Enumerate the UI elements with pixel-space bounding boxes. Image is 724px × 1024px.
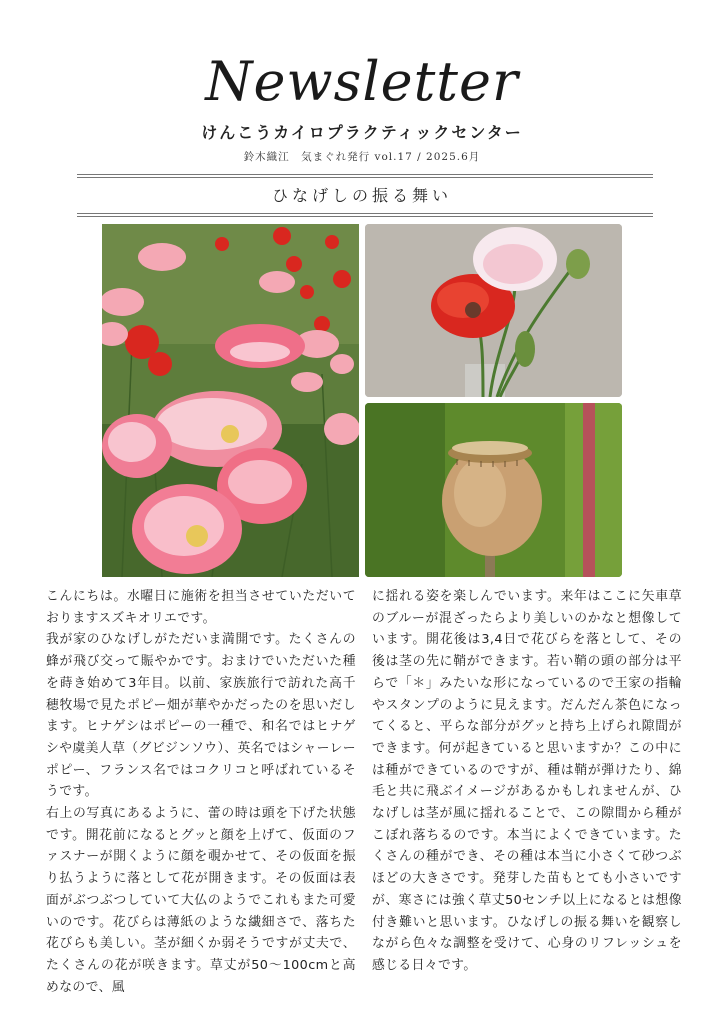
seed-pod-photo [365, 403, 622, 577]
article-right-column [372, 586, 682, 977]
poppy-field-photo [102, 224, 359, 577]
center-name: けんこうカイロプラクティックセンター [201, 123, 523, 142]
newsletter-title: Newsletter [205, 50, 519, 113]
paragraph-greeting: こんにちは。水曜日に施術を担当させていただいておりますスズキオリエです。 [46, 589, 356, 626]
paragraph-bud: 右上の写真にあるように、蕾の時は頭を下げた状態です。開花前になるとグッと顔を上げて、仮面のファスナーが開くように顔を覗かせて、その仮面を振り払うように落として花が開きます。その仮面は表面がぶつぶつしていて大仏のようでこれもまた可愛いのです。花びらは薄紙のような繊細さで、落ちた花びらも美しい。茎が細くか弱そうですが丈夫で、たくさんの花が咲きます。草丈が50〜100cmと高めなので、風 [46, 806, 356, 995]
paragraph-seeds: に揺れる姿を楽しんでいます。来年はここに矢車草のブルーが混ざったらより美しいのかなと想像しています。開花後は3,4日で花びらを落として、その後は茎の先に鞘ができます。若い鞘の頭の部分は平らで「＊」みたいな形になっているので王家の指輪やスタンプのように見えます。だんだん茶色になってくると、平らな部分がグッと持ち上げられ隙間ができます。何が起きていると思いますか？この中には種ができているのですが、種は鞘が弾けたり、綿毛と共に飛ぶイメージがあるかもしれませんが、ひなげしは茎が風に揺れることで、この隙間から種がこぼれ落ちるのです。本当によくできています。たくさんの種ができ、その種は本当に小さくて砂つぶほどの大きさです。発芽した苗もとても小さいですが、寒さには強く草丈50センチ以上になるとは想像付き難いと思います。ひなげしの振る舞いを観察しながら色々な調整を受けて、心身のリフレッシュを感じる日々です。 [372, 589, 682, 973]
paragraph-bloom: 我が家のひなげしがただいま満開です。たくさんの蜂が飛び交って賑やかです。おまけでいただいた種を蒔き始めて3年目。以前、家族旅行で訪れた高千穂牧場で見たポピー畑が華やかだったのを思いだします。ヒナゲシはポピーの一種で、和名ではヒナゲシや虞美人草（グビジンソウ）、英名ではシャーレーポピー、フランス名ではコクリコと呼ばれているそうです。 [46, 632, 356, 800]
article-heading: ひなげしの振る舞い [271, 186, 452, 205]
vase-poppy-photo [365, 224, 622, 397]
bottom-rule-2 [77, 216, 653, 217]
issue-line: 鈴木織江 気まぐれ発行 vol.17 / 2025.6月 [243, 151, 481, 163]
bottom-rule-1 [77, 213, 653, 214]
article-left-column [46, 586, 356, 998]
top-rule-1 [77, 174, 653, 175]
top-rule-2 [77, 177, 653, 178]
